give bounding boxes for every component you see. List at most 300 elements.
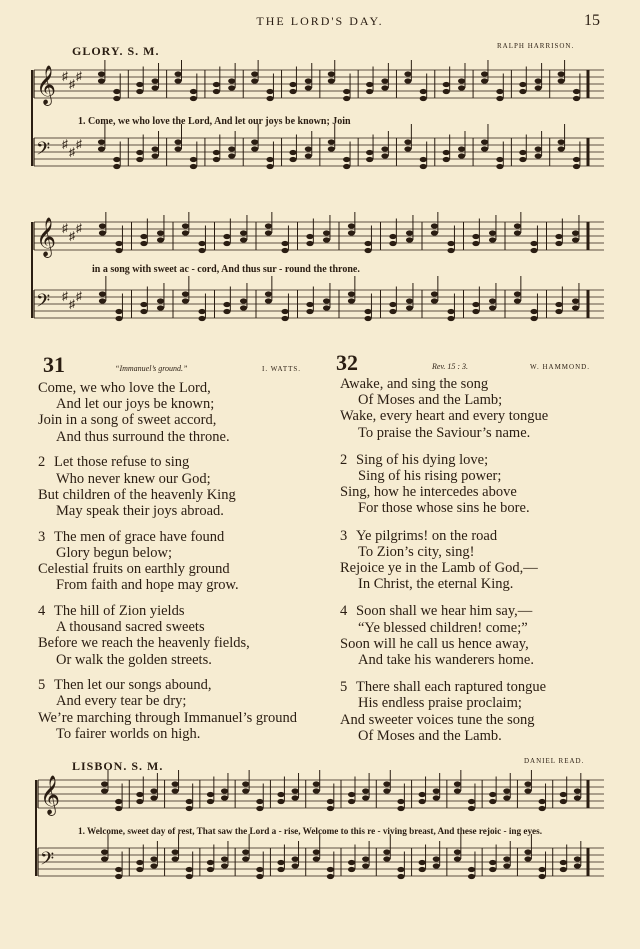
note-head: [348, 291, 355, 296]
note-head: [115, 316, 122, 321]
note-head: [157, 305, 164, 310]
treble-staff: [34, 212, 604, 258]
bass-staff: [38, 834, 604, 879]
note-head: [240, 305, 247, 310]
note-head: [221, 788, 228, 793]
stanza: [340, 528, 630, 593]
note-head: [530, 248, 537, 253]
note-head: [140, 241, 147, 246]
verse-line: 3 The men of grace have found: [38, 528, 225, 545]
note-head: [198, 241, 205, 246]
note-head: [152, 146, 159, 151]
verse-line: 4 The hill of Zion yields: [38, 602, 185, 619]
verse-line: To fairer worlds on high.: [56, 725, 201, 742]
note-head: [207, 860, 214, 865]
note-head: [558, 71, 565, 76]
note-head: [265, 291, 272, 296]
note-head: [468, 867, 475, 872]
note-head: [281, 248, 288, 253]
hymn32-source: Rev. 15 : 3.: [432, 362, 469, 371]
verse-line: Rejoice ye in the Lamb of God,—: [340, 560, 538, 577]
note-head: [99, 291, 106, 296]
key-signature-icon: ♯: [69, 77, 75, 91]
note-head: [406, 230, 413, 235]
stanza: [340, 679, 630, 744]
note-head: [489, 867, 496, 872]
note-head: [150, 795, 157, 800]
note-head: [115, 799, 122, 804]
note-head: [458, 153, 465, 158]
note-head: [560, 799, 567, 804]
note-head: [364, 316, 371, 321]
note-head: [348, 867, 355, 872]
note-head: [327, 799, 334, 804]
note-head: [190, 157, 197, 162]
note-head: [251, 78, 258, 83]
note-head: [221, 795, 228, 800]
verse-line: To praise the Saviour’s name.: [358, 424, 531, 441]
note-head: [172, 849, 179, 854]
treble-clef-icon: 𝄞: [36, 219, 57, 256]
bass-staff: [34, 124, 604, 169]
note-head: [381, 85, 388, 90]
note-head: [560, 860, 567, 865]
note-head: [468, 806, 475, 811]
note-head: [240, 230, 247, 235]
verse-line: Who never knew our God;: [56, 470, 211, 487]
note-head: [348, 298, 355, 303]
note-head: [277, 792, 284, 797]
note-head: [98, 78, 105, 83]
note-head: [175, 78, 182, 83]
verse-line: Of Moses and the Lamb.: [358, 727, 502, 744]
note-head: [182, 291, 189, 296]
note-head: [496, 96, 503, 101]
note-head: [140, 302, 147, 307]
stanza: [38, 529, 338, 594]
note-head: [397, 867, 404, 872]
verse-line: Glory begun below;: [56, 544, 172, 561]
note-head: [313, 849, 320, 854]
note-head: [113, 96, 120, 101]
hymn32-number: 32: [336, 350, 358, 375]
note-head: [186, 874, 193, 879]
note-head: [431, 230, 438, 235]
note-head: [419, 799, 426, 804]
note-head: [305, 153, 312, 158]
bass-clef-icon: 𝄢: [36, 138, 51, 163]
stanza-number: 4: [38, 602, 46, 619]
note-head: [489, 305, 496, 310]
note-head: [481, 139, 488, 144]
hymn31-author: I. WATTS.: [262, 365, 302, 373]
note-head: [240, 298, 247, 303]
note-head: [431, 298, 438, 303]
tune2-lyrics-line1: 1. Welcome, sweet day of rest, That saw the Lord a - rise, Welcome to this re - viving breast, And these rejoic - ing eyes.: [78, 826, 542, 836]
note-head: [362, 863, 369, 868]
note-head: [140, 234, 147, 239]
verse-line: Sing of his rising power;: [358, 468, 502, 485]
verse-line: To Zion’s city, sing!: [358, 543, 475, 560]
note-head: [223, 234, 230, 239]
verse-line: And every tear be dry;: [56, 693, 187, 710]
stanza: [340, 452, 630, 517]
note-head: [328, 71, 335, 76]
note-head: [458, 146, 465, 151]
verse-line: “Ye blessed children! come;”: [358, 619, 528, 636]
note-head: [115, 241, 122, 246]
note-head: [420, 96, 427, 101]
note-head: [157, 237, 164, 242]
note-head: [572, 230, 579, 235]
key-signature-icon: ♯: [62, 289, 68, 303]
note-head: [292, 788, 299, 793]
note-head: [323, 298, 330, 303]
note-head: [101, 849, 108, 854]
tune1-lyrics-line1: 1. Come, we who love the Lord, And let our joys be known; Join: [78, 116, 351, 127]
verse-line: May speak their joys abroad.: [56, 502, 224, 519]
note-head: [98, 139, 105, 144]
note-head: [242, 788, 249, 793]
note-head: [519, 89, 526, 94]
note-head: [113, 164, 120, 169]
tune1-lyrics-line2: in a song with sweet ac - cord, And thus sur - round the throne.: [92, 264, 360, 275]
note-head: [558, 146, 565, 151]
verse-line: And sweeter voices tune the song: [340, 711, 535, 728]
note-head: [289, 82, 296, 87]
note-head: [560, 867, 567, 872]
note-head: [524, 788, 531, 793]
note-head: [503, 795, 510, 800]
note-head: [242, 781, 249, 786]
tune1-system1: [30, 60, 610, 195]
note-head: [251, 146, 258, 151]
note-head: [535, 146, 542, 151]
note-head: [115, 874, 122, 879]
note-head: [397, 806, 404, 811]
note-head: [447, 248, 454, 253]
note-head: [383, 788, 390, 793]
note-head: [447, 309, 454, 314]
note-head: [489, 792, 496, 797]
note-head: [433, 795, 440, 800]
note-head: [539, 799, 546, 804]
note-head: [136, 860, 143, 865]
note-head: [328, 78, 335, 83]
key-signature-icon: ♯: [62, 221, 68, 235]
note-head: [277, 799, 284, 804]
verse-line: Wake, every heart and every tongue: [340, 408, 549, 425]
verse-line: 2 Let those refuse to sing: [38, 454, 190, 471]
note-head: [458, 85, 465, 90]
note-head: [207, 867, 214, 872]
note-head: [198, 309, 205, 314]
note-head: [431, 223, 438, 228]
note-head: [266, 89, 273, 94]
note-head: [152, 153, 159, 158]
note-head: [524, 849, 531, 854]
stanza: [38, 677, 338, 742]
verse-line: Before we reach the heavenly fields,: [38, 635, 250, 652]
note-head: [555, 241, 562, 246]
note-head: [573, 164, 580, 169]
note-head: [420, 157, 427, 162]
note-head: [172, 781, 179, 786]
note-head: [327, 874, 334, 879]
note-head: [535, 153, 542, 158]
key-signature-icon: ♯: [62, 69, 68, 83]
note-head: [175, 146, 182, 151]
note-head: [472, 309, 479, 314]
note-head: [555, 309, 562, 314]
bass-staff: [34, 276, 604, 321]
note-head: [328, 139, 335, 144]
note-head: [136, 82, 143, 87]
note-head: [406, 305, 413, 310]
stanza-number: 2: [38, 454, 46, 471]
note-head: [443, 82, 450, 87]
note-head: [481, 146, 488, 151]
note-head: [323, 305, 330, 310]
note-head: [539, 867, 546, 872]
note-head: [265, 230, 272, 235]
note-head: [560, 792, 567, 797]
note-head: [327, 806, 334, 811]
stanza: [38, 454, 338, 519]
hymn31-source: “Immanuel’s ground.”: [115, 364, 188, 373]
stanza-number: 4: [340, 603, 348, 620]
note-head: [524, 781, 531, 786]
note-head: [289, 157, 296, 162]
note-head: [524, 856, 531, 861]
tune2-name: LISBON. S. M.: [72, 759, 164, 773]
verse-line: Awake, and sing the song: [340, 376, 489, 392]
note-head: [343, 164, 350, 169]
note-head: [289, 150, 296, 155]
note-head: [323, 230, 330, 235]
note-head: [573, 157, 580, 162]
note-head: [404, 78, 411, 83]
note-head: [207, 799, 214, 804]
note-head: [228, 153, 235, 158]
note-head: [256, 799, 263, 804]
tune1-composer: RALPH HARRISON.: [497, 42, 575, 50]
note-head: [366, 82, 373, 87]
note-head: [364, 248, 371, 253]
note-head: [207, 792, 214, 797]
note-head: [573, 96, 580, 101]
note-head: [242, 849, 249, 854]
stanza-number: 3: [340, 527, 348, 544]
note-head: [136, 867, 143, 872]
note-head: [292, 856, 299, 861]
note-head: [265, 223, 272, 228]
note-head: [256, 874, 263, 879]
note-head: [313, 781, 320, 786]
note-head: [348, 230, 355, 235]
note-head: [113, 157, 120, 162]
note-head: [242, 856, 249, 861]
note-head: [362, 856, 369, 861]
note-head: [420, 164, 427, 169]
note-head: [251, 139, 258, 144]
note-head: [572, 298, 579, 303]
note-head: [198, 248, 205, 253]
note-head: [454, 788, 461, 793]
note-head: [157, 230, 164, 235]
note-head: [136, 157, 143, 162]
note-head: [419, 860, 426, 865]
note-head: [419, 792, 426, 797]
note-head: [175, 139, 182, 144]
stanza: [340, 603, 630, 668]
note-head: [115, 248, 122, 253]
note-head: [489, 860, 496, 865]
page-number: 15: [584, 12, 600, 29]
note-head: [182, 223, 189, 228]
note-head: [152, 85, 159, 90]
hymn31-text: [38, 380, 338, 752]
note-head: [172, 856, 179, 861]
note-head: [503, 863, 510, 868]
note-head: [503, 856, 510, 861]
note-head: [539, 874, 546, 879]
note-head: [266, 96, 273, 101]
verse-line: His endless praise proclaim;: [358, 695, 522, 712]
note-head: [468, 874, 475, 879]
key-signature-icon: ♯: [62, 137, 68, 151]
verse-line: 3 Ye pilgrims! on the road: [340, 527, 498, 544]
note-head: [292, 795, 299, 800]
bass-clef-icon: 𝄢: [36, 290, 51, 315]
note-head: [182, 230, 189, 235]
note-head: [101, 788, 108, 793]
note-head: [447, 316, 454, 321]
note-head: [251, 71, 258, 76]
note-head: [406, 237, 413, 242]
note-head: [228, 146, 235, 151]
note-head: [496, 164, 503, 169]
note-head: [454, 781, 461, 786]
note-head: [472, 302, 479, 307]
note-head: [443, 157, 450, 162]
note-head: [443, 89, 450, 94]
note-head: [136, 150, 143, 155]
stanza-number: 3: [38, 528, 46, 545]
note-head: [306, 234, 313, 239]
note-head: [389, 302, 396, 307]
note-head: [221, 856, 228, 861]
note-head: [397, 799, 404, 804]
tune1-name: GLORY. S. M.: [72, 44, 160, 58]
verse-line: And thus surround the throne.: [56, 428, 230, 445]
note-head: [101, 856, 108, 861]
note-head: [305, 78, 312, 83]
note-head: [433, 863, 440, 868]
note-head: [140, 309, 147, 314]
note-head: [404, 146, 411, 151]
note-head: [228, 85, 235, 90]
note-head: [213, 150, 220, 155]
note-head: [115, 867, 122, 872]
note-head: [98, 146, 105, 151]
note-head: [364, 241, 371, 246]
key-signature-icon: ♯: [76, 289, 82, 303]
note-head: [136, 792, 143, 797]
note-head: [454, 849, 461, 854]
note-head: [190, 89, 197, 94]
note-head: [228, 78, 235, 83]
note-head: [420, 89, 427, 94]
note-head: [256, 806, 263, 811]
running-title: THE LORD'S DAY.: [256, 14, 384, 28]
page-header: [0, 12, 640, 32]
note-head: [539, 806, 546, 811]
note-head: [519, 82, 526, 87]
note-head: [572, 305, 579, 310]
bass-clef-icon: 𝄢: [40, 848, 55, 873]
note-head: [99, 230, 106, 235]
key-signature-icon: ♯: [76, 221, 82, 235]
note-head: [389, 234, 396, 239]
treble-clef-icon: 𝄞: [36, 67, 57, 104]
note-head: [489, 230, 496, 235]
note-head: [514, 230, 521, 235]
note-head: [152, 78, 159, 83]
note-head: [366, 150, 373, 155]
note-head: [115, 309, 122, 314]
note-head: [277, 867, 284, 872]
note-head: [190, 164, 197, 169]
note-head: [98, 71, 105, 76]
note-head: [574, 856, 581, 861]
note-head: [530, 309, 537, 314]
note-head: [348, 799, 355, 804]
note-head: [289, 89, 296, 94]
note-head: [381, 146, 388, 151]
treble-staff: [38, 770, 604, 816]
note-head: [472, 234, 479, 239]
tune1-system2: [30, 212, 610, 342]
verse-line: Soon will he call us hence away,: [340, 635, 529, 652]
note-head: [468, 799, 475, 804]
tune2-composer: DANIEL READ.: [524, 757, 585, 765]
note-head: [266, 164, 273, 169]
stanza: [38, 380, 338, 445]
note-head: [404, 139, 411, 144]
note-head: [328, 146, 335, 151]
note-head: [343, 96, 350, 101]
note-head: [364, 309, 371, 314]
stanza-number: 2: [340, 451, 348, 468]
note-head: [115, 806, 122, 811]
note-head: [305, 146, 312, 151]
note-head: [213, 157, 220, 162]
note-head: [327, 867, 334, 872]
note-head: [383, 856, 390, 861]
note-head: [101, 781, 108, 786]
stanza-number: 5: [38, 677, 46, 694]
note-head: [313, 856, 320, 861]
note-head: [535, 85, 542, 90]
note-head: [397, 874, 404, 879]
note-head: [306, 241, 313, 246]
note-head: [313, 788, 320, 793]
note-head: [223, 309, 230, 314]
verse-line: Join in a song of sweet accord,: [38, 412, 217, 429]
note-head: [535, 78, 542, 83]
note-head: [555, 302, 562, 307]
